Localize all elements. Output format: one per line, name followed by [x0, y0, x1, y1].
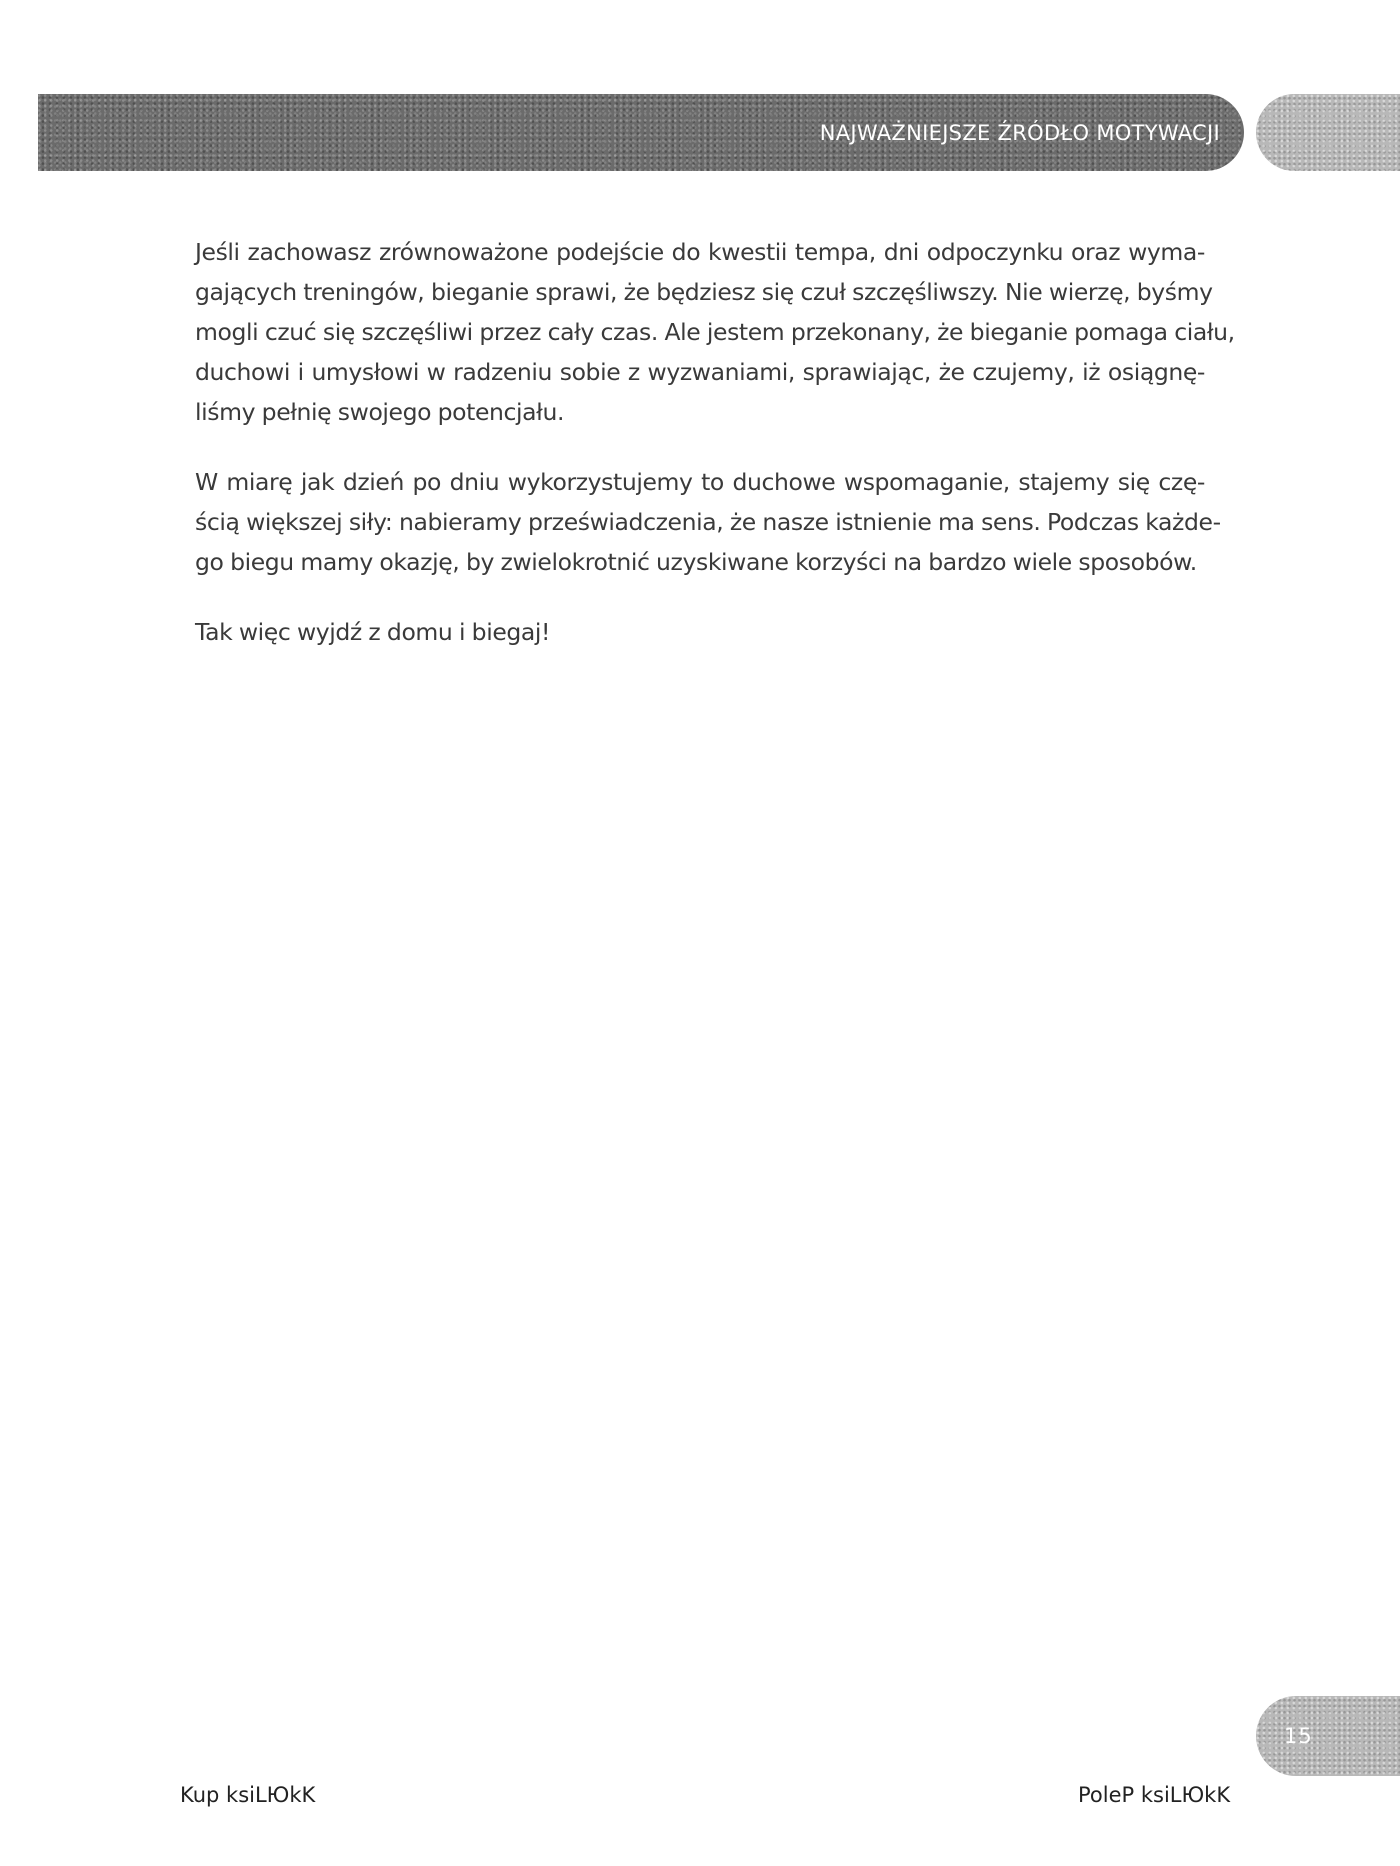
paragraph-line: ścią większej siły: nabieramy przeświadczenia, że nasze istnienie ma sens. Podczas każde- [195, 508, 1221, 536]
buy-book-link[interactable]: Kup ksiLЮkK [180, 1783, 316, 1807]
paragraph-line: Jeśli zachowasz zrównoważone podejście do kwestii tempa, dni odpoczynku oraz wyma- [195, 238, 1205, 266]
paragraph-line: Tak więc wyjdź z domu i biegaj! [195, 618, 551, 646]
paragraph-line: liśmy pełnię swojego potencjału. [195, 398, 565, 426]
chapter-title: NAJWAŻNIEJSZE ŹRÓDŁO MOTYWACJI [819, 120, 1220, 145]
edge-tab-decoration [1256, 94, 1400, 171]
paragraph-line: gających treningów, bieganie sprawi, że będziesz się czuł szczęśliwszy. Nie wierzę, byśmy [195, 278, 1213, 306]
recommend-book-link[interactable]: PoleP ksiLЮkK [1078, 1783, 1231, 1807]
paragraph-line: mogli czuć się szczęśliwi przez cały czas. Ale jestem przekonany, że bieganie pomaga ciału, [195, 318, 1235, 346]
page-number-tab [1256, 1696, 1400, 1776]
body-text [195, 232, 1235, 682]
running-header-band [38, 94, 1244, 171]
paragraph-line: duchowi i umysłowi w radzeniu sobie z wyzwaniami, sprawiając, że czujemy, iż osiągnę- [195, 358, 1205, 386]
paragraph-3 [195, 612, 1205, 652]
paragraph-line: go biegu mamy okazję, by zwielokrotnić uzyskiwane korzyści na bardzo wiele sposobów. [195, 548, 1197, 576]
paragraph-line: W miarę jak dzień po dniu wykorzystujemy to duchowe wspomaganie, stajemy się czę- [195, 468, 1205, 496]
page-number: 15 [1284, 1724, 1313, 1748]
paragraph-2 [195, 462, 1221, 582]
paragraph-1 [195, 232, 1235, 432]
